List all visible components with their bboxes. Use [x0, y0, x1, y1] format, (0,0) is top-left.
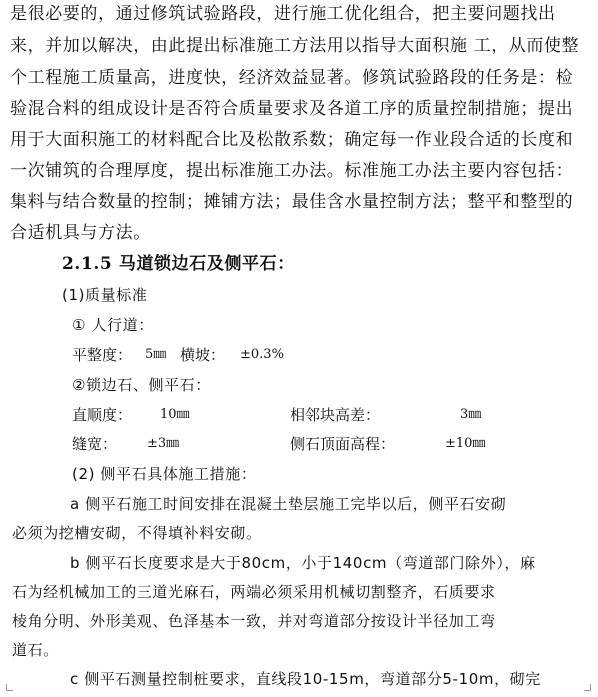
page-corner-marker	[6, 684, 13, 691]
paragraph-line: a 侧平石施工时间安排在混凝土垫层施工完毕以后，侧平石安砌	[70, 495, 507, 513]
paragraph-line: 必须为挖槽安砌，不得填补料安砌。	[12, 524, 262, 542]
straightness-label: 直顺度：	[72, 406, 133, 424]
item-sidewalk: ① 人行道：	[72, 316, 154, 334]
paragraph-line: b 侧平石长度要求是大于80cm，小于140cm（弯道部门除外），麻	[70, 554, 536, 572]
paragraph-line: 石为经机械加工的三道光麻石，两端必须采用机械切割整齐，石质要求	[12, 583, 496, 601]
paragraph-line: 道石。	[12, 641, 59, 659]
paragraph-line: 棱角分明、外形美观、色泽基本一致，并对弯道部分按设计半径加工弯	[12, 612, 496, 630]
top-elevation-value: ±10㎜	[445, 436, 486, 451]
slope-value: ±0.3%	[240, 347, 284, 362]
flatness-value: 5㎜	[145, 347, 167, 362]
paragraph-line: 集料与结合数量的控制；摊铺方法；最佳含水量控制方法；整平和整型的	[10, 192, 574, 212]
adjacent-height-value: 3㎜	[460, 407, 482, 422]
paragraph-line: 一次铺筑的合理厚度，提出标准施工办法。标准施工办法主要内容包括：	[10, 161, 574, 181]
paragraph-line: c 侧平石测量控制桩要求，直线段10-15m，弯道部分5-10m，砌完	[70, 670, 541, 688]
adjacent-height-label: 相邻块高差：	[290, 406, 381, 424]
paragraph-line: 合适机具与方法。	[10, 223, 151, 243]
subheading-measures: (2) 侧平石具体施工措施：	[72, 465, 257, 483]
paragraph-line: 来，并加以解决，由此提出标准施工方法用以指导大面积施 工，从而使整	[10, 36, 580, 56]
gap-width-label: 缝宽：	[72, 435, 118, 453]
paragraph-line: 个工程施工质量高，进度快，经济效益显著。修筑试验路段的任务是：检	[10, 68, 574, 88]
section-heading: 2.1.5 马道锁边石及侧平石：	[62, 254, 295, 274]
item-curbstone: ②锁边石、侧平石：	[72, 376, 211, 394]
paragraph-line: 验混合料的组成设计是否符合质量要求及各道工序的质量控制措施；提出	[10, 99, 574, 119]
straightness-value: 10㎜	[160, 407, 190, 422]
slope-label: 横坡：	[180, 346, 226, 364]
top-elevation-label: 侧石顶面高程：	[290, 435, 396, 453]
gap-width-value: ±3㎜	[147, 436, 180, 451]
flatness-label: 平整度：	[72, 346, 133, 364]
page-corner-marker	[584, 684, 591, 691]
paragraph-line: 是很必要的，通过修筑试验路段，进行施工优化组合，把主要问题找出	[10, 4, 556, 24]
paragraph-line: 用于大面积施工的材料配合比及松散系数；确定每一作业段合适的长度和	[10, 130, 574, 150]
subheading-quality: (1)质量标准	[62, 286, 148, 304]
